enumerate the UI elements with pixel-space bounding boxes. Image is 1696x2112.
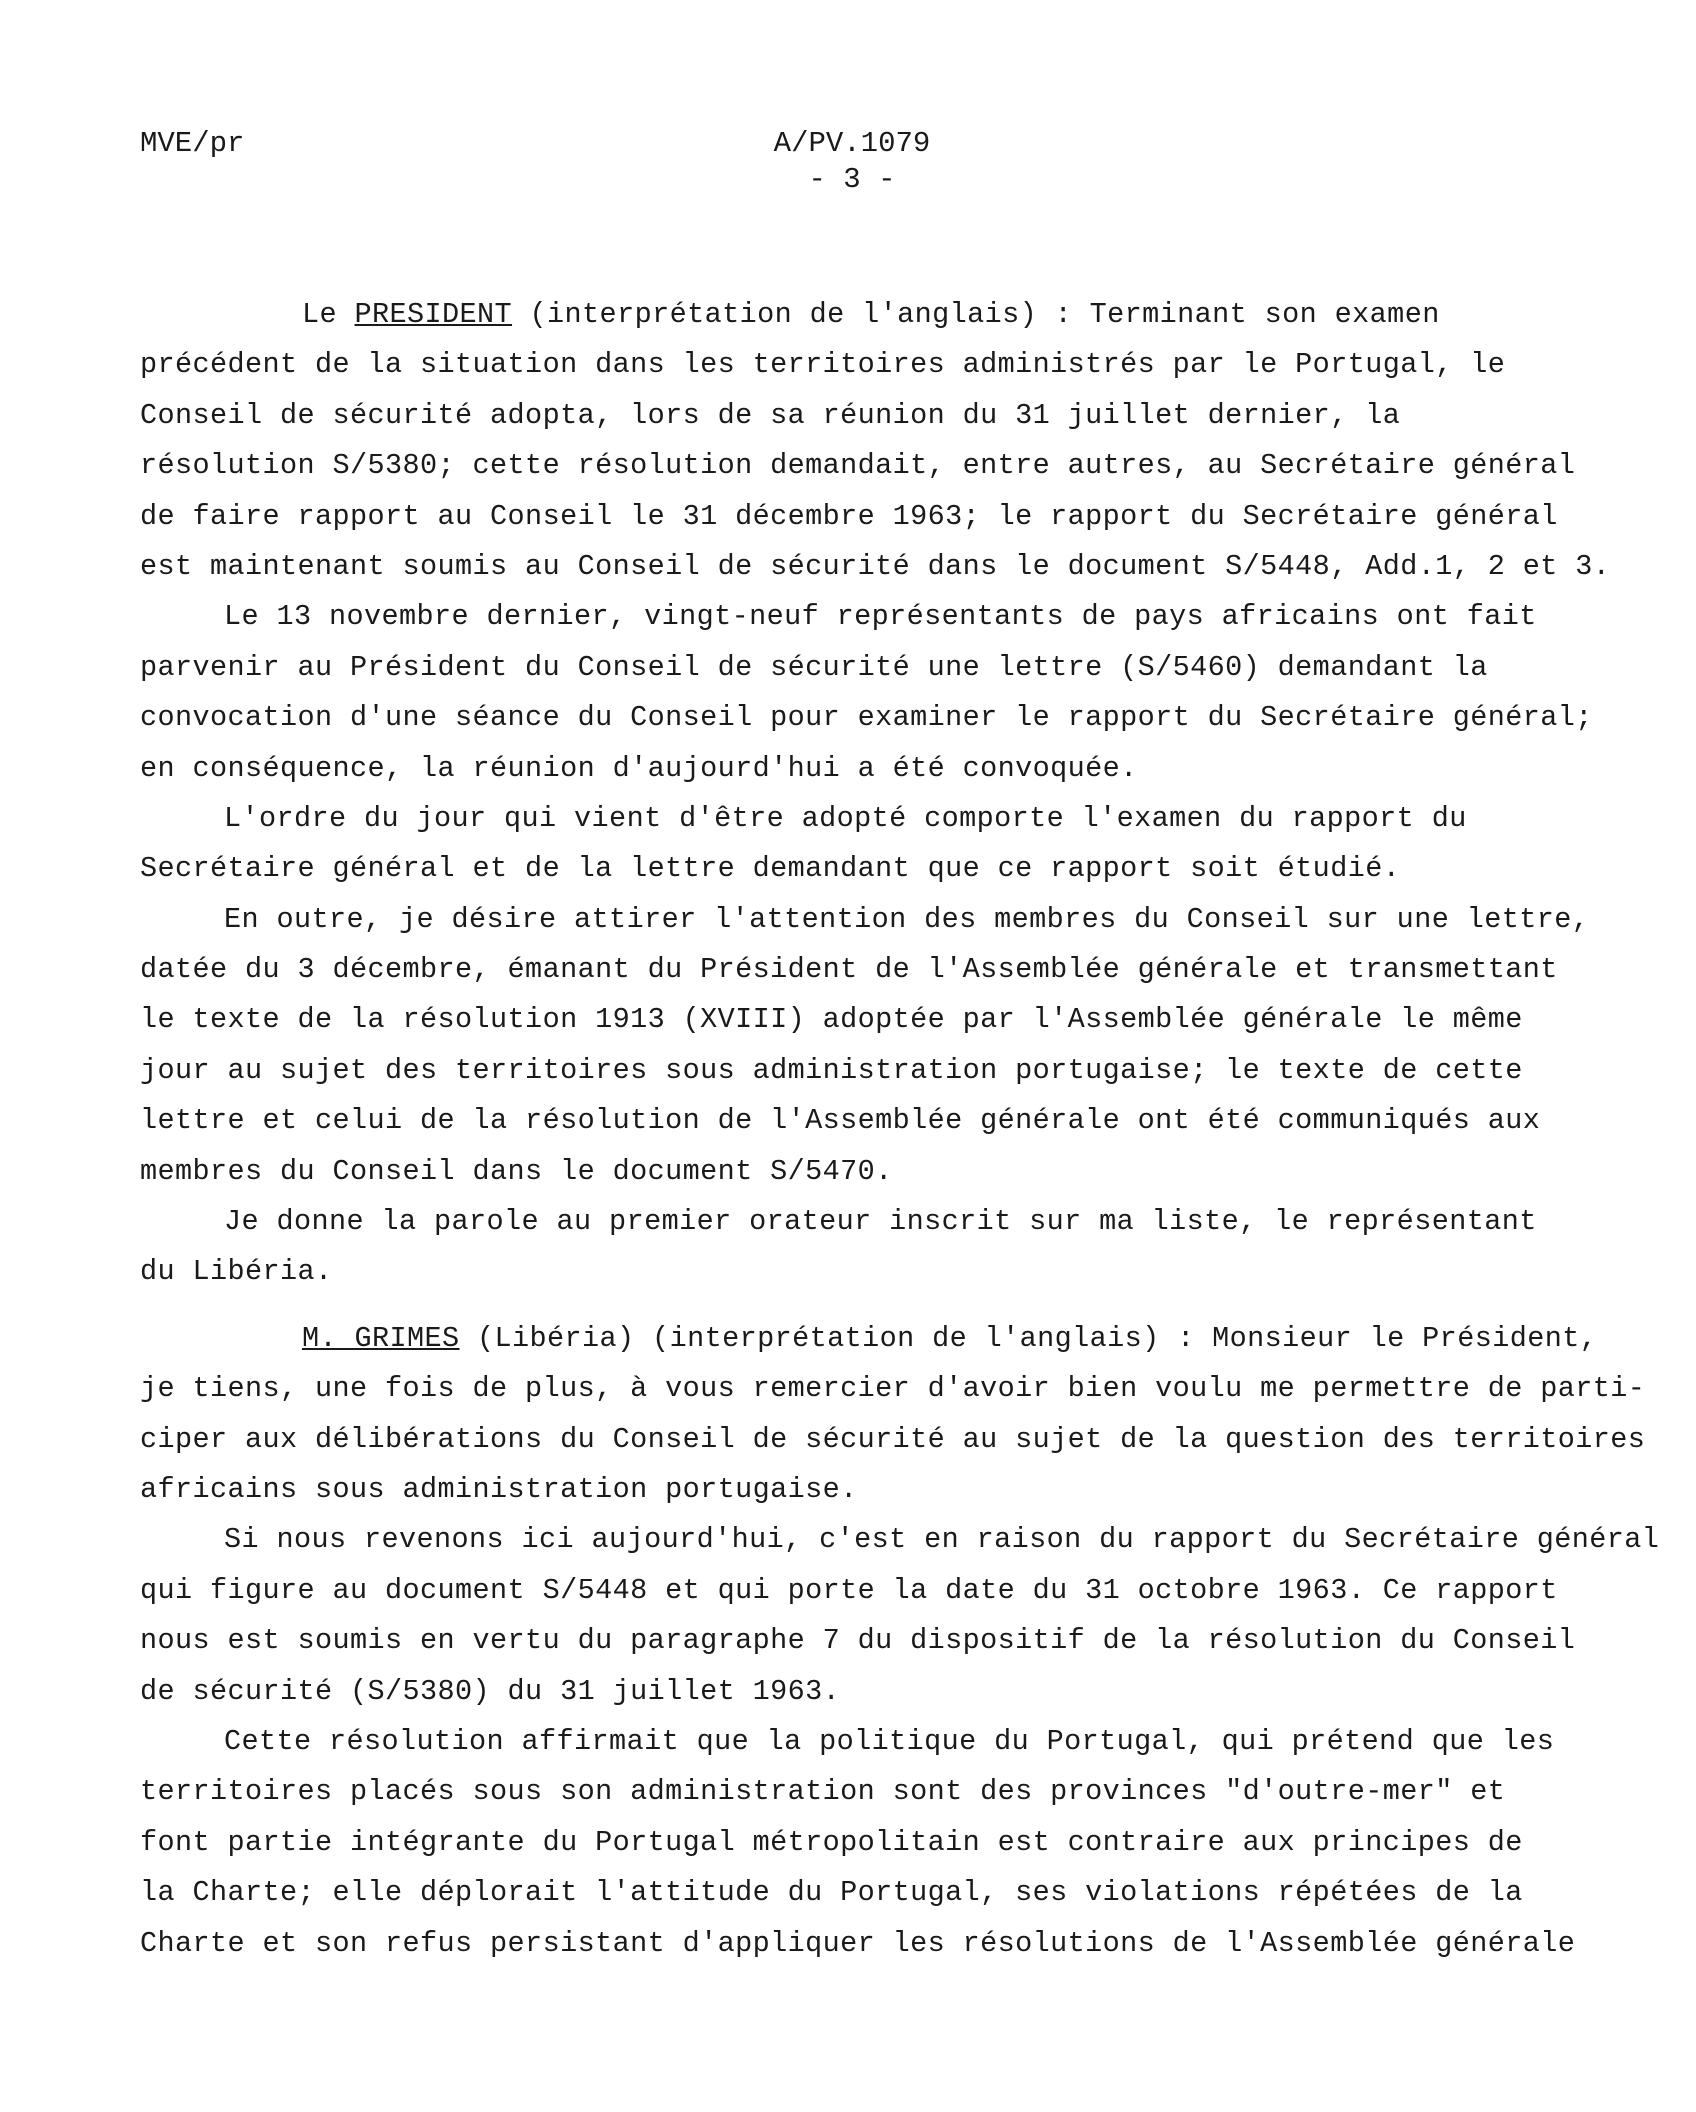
text-line [140,1767,1590,1817]
text-line [140,1465,1590,1515]
line-text: Je donne la parole au premier orateur inscrit sur ma liste, le représentant [224,1205,1537,1239]
text-line [140,391,1590,441]
line-text: lettre et celui de la résolution de l'Assemblée générale ont été communiqués aux [140,1104,1541,1138]
page-number: - 3 - [808,163,896,196]
text-line [140,1667,1590,1717]
document-header [0,126,1696,198]
paragraph [140,794,1590,895]
text-line [140,1046,1590,1096]
document-body [140,290,1660,1969]
line-text: en conséquence, la réunion d'aujourd'hui a été convoquée. [140,751,1138,785]
line-text: africains sous administration portugaise. [140,1472,858,1506]
line-text: résolution S/5380; cette résolution demandait, entre autres, au Secrétaire général [140,449,1576,483]
text-line [140,895,1590,945]
line-text: ciper aux délibérations du Conseil de sécurité au sujet de la question des territoires [140,1422,1646,1456]
text-line [140,1616,1590,1666]
line-text: de sécurité (S/5380) du 31 juillet 1963. [140,1674,841,1708]
text-line [140,340,1590,390]
line-text: la Charte; elle déplorait l'attitude du Portugal, ses violations répétées de la [140,1876,1523,1910]
text-line [140,592,1590,642]
speaker-name: PRESIDENT [354,298,513,331]
paragraph [140,895,1590,1197]
document-symbol: A/PV.1079 [773,127,931,160]
text-line [140,995,1590,1045]
line-text: Conseil de sécurité adopta, lors de sa réunion du 31 juillet dernier, la [140,398,1401,432]
line-text: territoires placés sous son administration sont des provinces "d'outre-mer" et [140,1775,1506,1809]
line-text: Le 13 novembre dernier, vingt-neuf représentants de pays africains ont fait [224,600,1537,634]
line-text: du Libéria. [140,1255,333,1289]
line-text: convocation d'une séance du Conseil pour examiner le rapport du Secrétaire général; [140,701,1593,735]
text-line [140,1868,1590,1918]
text-line [140,1147,1590,1197]
text-line [140,441,1590,491]
line-text: L'ordre du jour qui vient d'être adopté comporte l'examen du rapport du [224,801,1467,835]
line-text: nous est soumis en vertu du paragraphe 7 du dispositif de la résolution du Conseil [140,1624,1576,1658]
paragraph [140,1717,1590,1969]
text-line [140,290,1590,340]
text-line [140,1818,1590,1868]
paragraph [140,1515,1660,1717]
text-line [140,744,1590,794]
text-line [140,945,1590,995]
line-text: datée du 3 décembre, émanant du Président de l'Assemblée générale et transmettant [140,953,1558,987]
line-text: est maintenant soumis au Conseil de sécurité dans le document S/5448, Add.1, 2 et 3. [140,549,1611,583]
paragraph [140,1197,1590,1298]
text-line [140,1364,1646,1414]
line-text: font partie intégrante du Portugal métropolitain est contraire aux principes de [140,1825,1523,1859]
paragraph [140,290,1611,592]
text-line [140,1096,1590,1146]
text-line [140,1314,1598,1364]
line-text: de faire rapport au Conseil le 31 décembre 1963; le rapport du Secrétaire général [140,499,1558,533]
text-line [140,794,1590,844]
text-line [140,643,1590,693]
text-line [140,1197,1590,1247]
line-text: qui figure au document S/5448 et qui porte la date du 31 octobre 1963. Ce rapport [140,1573,1558,1607]
speaker-prefix: Le [302,298,355,331]
text-line [140,1717,1590,1767]
text-line [140,542,1611,592]
line-text: (interprétation de l'anglais) : Terminant son examen [512,298,1440,331]
line-text: Si nous revenons ici aujourd'hui, c'est en raison du rapport du Secrétaire général [224,1523,1660,1557]
speaker-name: M. GRIMES [302,1321,460,1355]
line-text: précédent de la situation dans les territoires administrés par le Portugal, le [140,348,1506,382]
line-text: je tiens, une fois de plus, à vous remercier d'avoir bien voulu me permettre de parti- [140,1372,1646,1406]
paragraph-gap [140,1298,1590,1314]
line-text: Cette résolution affirmait que la politique du Portugal, qui prétend que les [224,1724,1555,1758]
text-line [140,1919,1590,1969]
text-line [140,1247,1590,1297]
line-text: Secrétaire général et de la lettre demandant que ce rapport soit étudié. [140,852,1401,886]
text-line [140,1415,1646,1465]
text-line [140,1566,1590,1616]
text-line [140,1515,1660,1565]
line-text: le texte de la résolution 1913 (XVIII) adoptée par l'Assemblée générale le même [140,1003,1523,1037]
paragraph [140,1314,1646,1516]
line-text: En outre, je désire attirer l'attention des membres du Conseil sur une lettre, [224,902,1590,936]
text-line [140,492,1590,542]
line-text: membres du Conseil dans le document S/5470. [140,1154,893,1188]
document-reference: MVE/pr [140,127,245,160]
line-text: jour au sujet des territoires sous administration portugaise; le texte de cette [140,1053,1523,1087]
line-text: Charte et son refus persistant d'appliquer les résolutions de l'Assemblée générale [140,1926,1576,1960]
line-text: (Libéria) (interprétation de l'anglais) : Monsieur le Président, [459,1321,1598,1355]
text-line [140,844,1590,894]
text-line [140,693,1593,743]
line-text: parvenir au Président du Conseil de sécurité une lettre (S/5460) demandant la [140,650,1488,684]
paragraph [140,592,1593,794]
